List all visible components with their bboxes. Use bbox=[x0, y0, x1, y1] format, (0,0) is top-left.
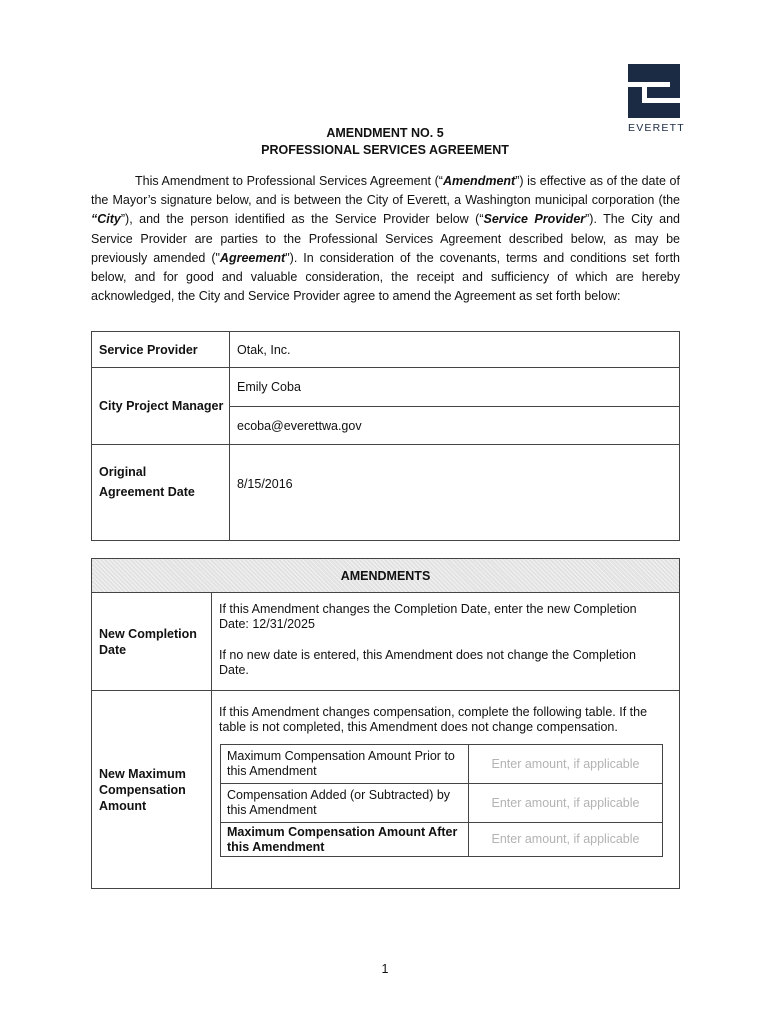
logo-text: EVERETT bbox=[628, 122, 685, 134]
added-amount-label: Compensation Added (or Subtracted) by this Amendment bbox=[221, 784, 469, 823]
intro-term-city: “City bbox=[91, 212, 121, 227]
everett-logo bbox=[628, 64, 685, 134]
compensation-cell bbox=[212, 691, 680, 889]
intro-text-2: ”) is effective as of the date of the Mayor’s signature below, and is between the City of Everett, a Washington municipal corporation (the bbox=[91, 174, 680, 208]
project-manager-name: Emily Coba bbox=[230, 368, 680, 407]
original-date-label bbox=[92, 445, 230, 541]
intro-term-amendment: Amendment bbox=[442, 174, 516, 188]
agreement-info-table bbox=[91, 331, 680, 541]
service-provider-label: Service Provider bbox=[92, 332, 230, 368]
amendments-header: AMENDMENTS bbox=[92, 559, 680, 593]
after-amount-input[interactable]: Enter amount, if applicable bbox=[469, 823, 663, 857]
project-manager-label: City Project Manager bbox=[92, 368, 230, 445]
title-line-2: PROFESSIONAL SERVICES AGREEMENT bbox=[261, 143, 509, 157]
completion-date-text-1: If this Amendment changes the Completion Date, enter the new Completion Date: 12/31/2025 bbox=[219, 602, 637, 631]
intro-text-5: "). In consideration of the covenants, terms and conditions set forth below, and for good and valuable consideration, the receipt and sufficiency of which are hereby acknowledged, the City and Service Provider agree to amend the Agreement as set forth below: bbox=[91, 250, 680, 304]
prior-amount-label: Maximum Compensation Amount Prior to this Amendment bbox=[221, 745, 469, 784]
original-date-label-1: Original bbox=[99, 465, 147, 479]
original-date-value: 8/15/2016 bbox=[230, 445, 680, 541]
compensation-table bbox=[220, 744, 663, 857]
original-date-label-2: Agreement Date bbox=[99, 485, 195, 499]
title-line-1: AMENDMENT NO. 5 bbox=[326, 126, 444, 140]
prior-amount-input[interactable]: Enter amount, if applicable bbox=[469, 745, 663, 784]
project-manager-email: ecoba@everettwa.gov bbox=[230, 407, 680, 445]
after-amount-label: Maximum Compensation Amount After this Amendment bbox=[221, 823, 469, 857]
compensation-label: New Maximum Compensation Amount bbox=[92, 691, 212, 889]
intro-term-agreement: Agreement bbox=[219, 250, 286, 265]
page-number: 1 bbox=[381, 962, 389, 976]
completion-date-cell bbox=[212, 593, 680, 691]
compensation-text: If this Amendment changes compensation, complete the following table. If the table is not completed, this Amendment does not change compensation. bbox=[219, 705, 648, 734]
everett-logo-mark bbox=[628, 64, 680, 118]
intro-term-service-provider: Service Provider bbox=[483, 212, 586, 227]
added-amount-input[interactable]: Enter amount, if applicable bbox=[469, 784, 663, 823]
intro-text-3: ”), and the person identified as the Service Provider below (“ bbox=[120, 212, 484, 227]
completion-date-text-2: If no new date is entered, this Amendment does not change the Completion Date. bbox=[219, 648, 636, 677]
service-provider-value: Otak, Inc. bbox=[230, 332, 680, 368]
intro-text-4: ”). The City and Service Provider are parties to the Professional Services Agreement described below, as may be previously amended (" bbox=[91, 212, 680, 265]
intro-paragraph bbox=[91, 172, 680, 306]
completion-date-label: New Completion Date bbox=[92, 593, 212, 691]
intro-text-1: This Amendment to Professional Services Agreement (“ bbox=[135, 174, 443, 188]
amendments-table bbox=[91, 558, 680, 889]
document-title bbox=[0, 125, 770, 159]
